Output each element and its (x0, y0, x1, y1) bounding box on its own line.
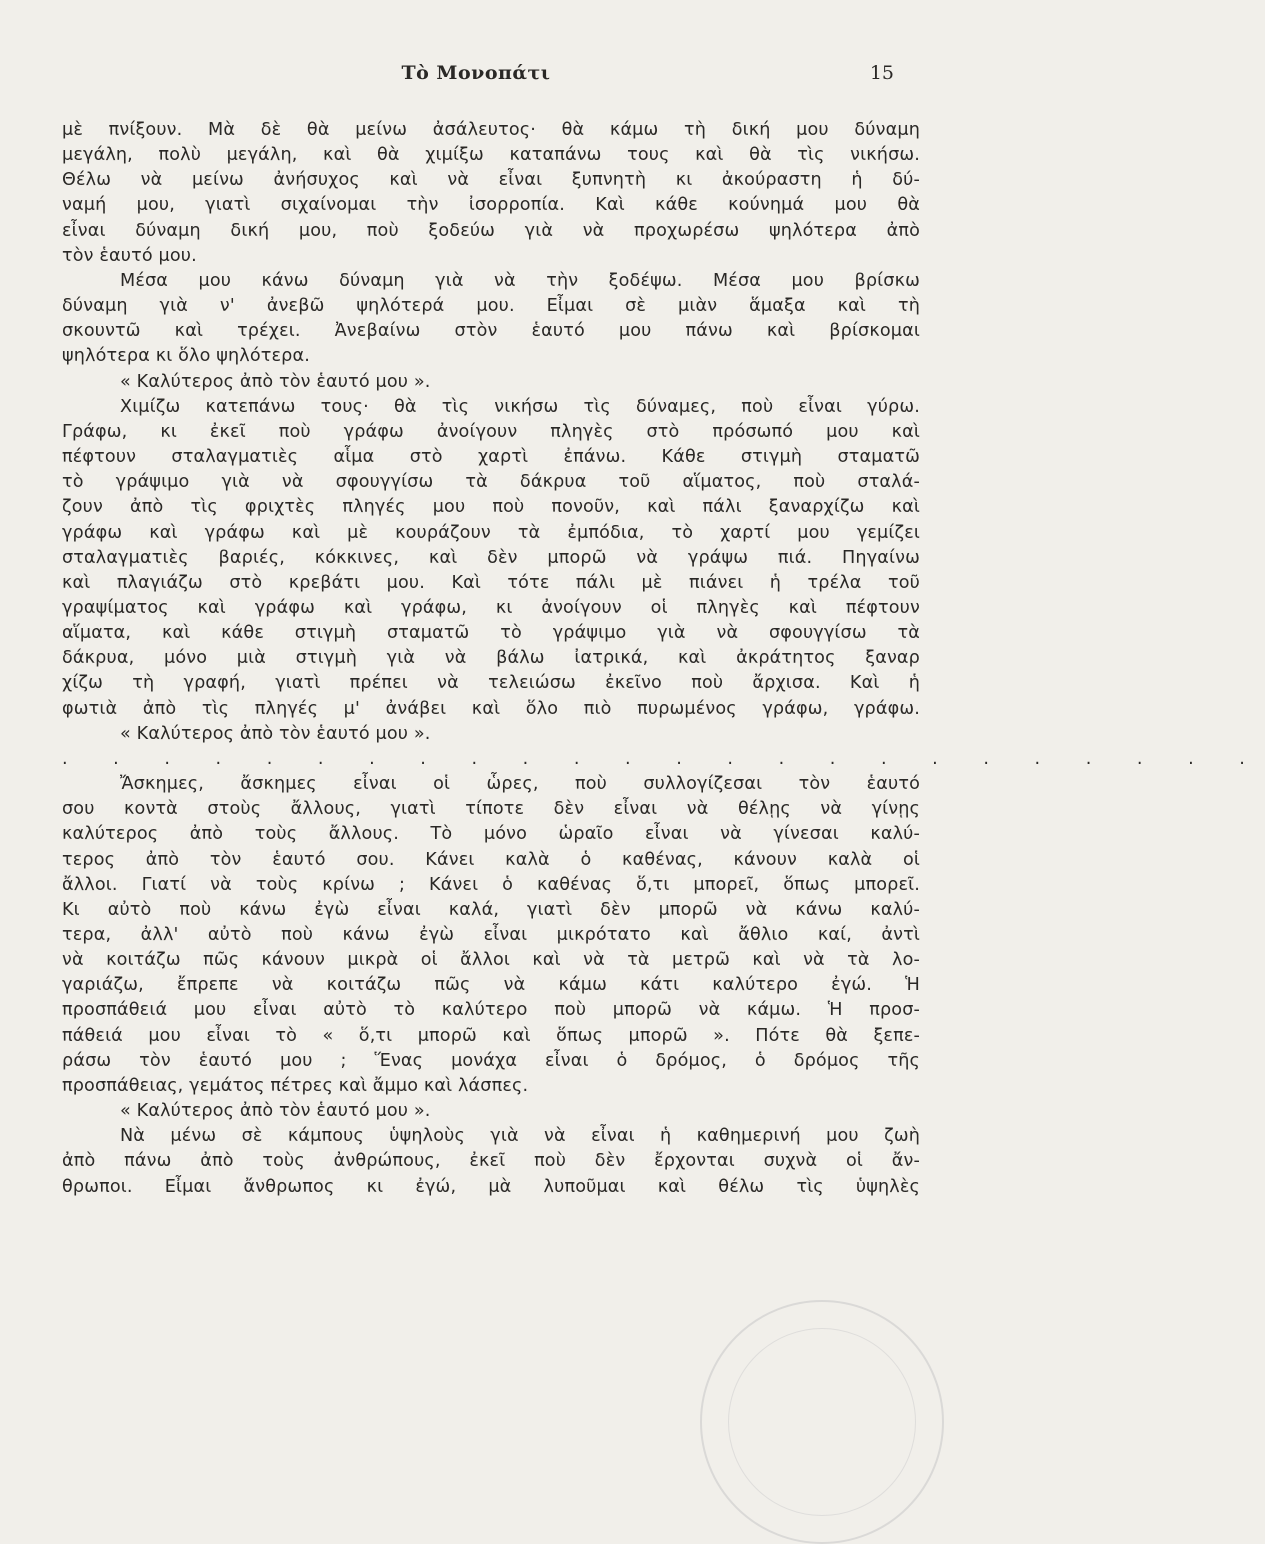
text-line: τερος ἀπὸ τὸν ἑαυτό σου. Κάνει καλὰ ὁ καθένας, κάνουν καλὰ οἱ (62, 849, 920, 870)
text-line: μὲ πνίξουν. Μὰ δὲ θὰ μείνω ἀσάλευτος· θὰ κάμω τὴ δική μου δύναμη (62, 120, 920, 140)
page-number: 15 (869, 62, 894, 84)
text-line: « Καλύτερος ἀπὸ τὸν ἑαυτό μου ». (120, 371, 431, 392)
text-line: πάθειά μου εἶναι τὸ « ὅ,τι μπορῶ καὶ ὅπως μπορῶ ». Πότε θὰ ξεπε- (62, 1025, 920, 1046)
text-line: σταλαγματιὲς βαριές, κόκκινες, καὶ δὲν μπορῶ νὰ γράψω πιά. Πηγαίνω (62, 547, 920, 568)
text-line: σκουντῶ καὶ τρέχει. Ἀνεβαίνω στὸν ἑαυτό μου πάνω καὶ βρίσκομαι (62, 321, 920, 342)
text-line: εἶναι δύναμη δική μου, ποὺ ξοδεύω γιὰ νὰ προχωρέσω ψηλότερα ἀπὸ (62, 220, 920, 241)
library-stamp (700, 1300, 944, 1544)
text-line: ψηλότερα κι ὅλο ψηλότερα. (62, 346, 310, 367)
text-line: γραψίματος καὶ γράφω καὶ γράφω, κι ἀνοίγουν οἱ πληγὲς καὶ πέφτουν (62, 597, 920, 618)
text-line: ζουν ἀπὸ τὶς φριχτὲς πληγές μου ποὺ πονοῦν, καὶ πάλι ξαναρχίζω καὶ (62, 497, 920, 518)
text-line: ἄλλοι. Γιατί νὰ τοὺς κρίνω ; Κάνει ὁ καθένας ὅ,τι μπορεῖ, ὅπως μπορεῖ. (62, 874, 920, 895)
text-line: Χιμίζω κατεπάνω τους· θὰ τὶς νικήσω τὶς δύναμες, ποὺ εἶναι γύρω. (120, 396, 920, 417)
text-line: « Καλύτερος ἀπὸ τὸν ἑαυτό μου ». (120, 723, 431, 744)
text-line: καλύτερος ἀπὸ τοὺς ἄλλους. Τὸ μόνο ὡραῖο εἶναι νὰ γίνεσαι καλύ- (62, 824, 920, 845)
text-line: νὰ κοιτάζω πῶς κάνουν μικρὰ οἱ ἄλλοι καὶ νὰ τὰ μετρῶ καὶ νὰ τὰ λο- (62, 950, 920, 971)
text-line: Μέσα μου κάνω δύναμη γιὰ νὰ τὴν ξοδέψω. Μέσα μου βρίσκω (120, 270, 920, 291)
running-title: Τὸ Μονοπάτι (401, 62, 551, 84)
text-line: σου κοντὰ στοὺς ἄλλους, γιατὶ τίποτε δὲν εἶναι νὰ θέλῃς νὰ γίνῃς (62, 799, 920, 820)
text-line: Κι αὐτὸ ποὺ κάνω ἐγὼ εἶναι καλά, γιατὶ δὲν μπορῶ νὰ κάνω καλύ- (62, 899, 920, 920)
text-line: χίζω τὴ γραφή, γιατὶ πρέπει νὰ τελειώσω ἐκεῖνο ποὺ ἄρχισα. Καὶ ἡ (62, 673, 920, 694)
text-line: προσπάθειας, γεμάτος πέτρες καὶ ἄμμο καὶ λάσπες. (62, 1075, 529, 1096)
text-line: ἀπὸ πάνω ἀπὸ τοὺς ἀνθρώπους, ἐκεῖ ποὺ δὲν ἔρχονται συχνὰ οἱ ἄν- (62, 1151, 920, 1172)
text-line: δάκρυα, μόνο μιὰ στιγμὴ γιὰ νὰ βάλω ἰατρικά, καὶ ἀκράτητος ξαναρ (62, 648, 920, 669)
text-line: Γράφω, κι ἐκεῖ ποὺ γράφω ἀνοίγουν πληγὲς στὸ πρόσωπό μου καὶ (62, 421, 920, 442)
text-line: πέφτουν σταλαγματιὲς αἷμα στὸ χαρτὶ ἐπάνω. Κάθε στιγμὴ σταματῶ (62, 447, 920, 468)
text-line: δύναμη γιὰ ν' ἀνεβῶ ψηλότερά μου. Εἶμαι σὲ μιὰν ἅμαξα καὶ τὴ (62, 296, 920, 317)
text-line: Θέλω νὰ μείνω ἀνήσυχος καὶ νὰ εἶναι ξυπνητὴ κι ἀκούραστη ἡ δύ- (62, 170, 920, 191)
text-line: φωτιὰ ἀπὸ τὶς πληγές μ' ἀνάβει καὶ ὅλο πιὸ πυρωμένος γράφω, γράφω. (62, 698, 920, 719)
text-line: γαριάζω, ἔπρεπε νὰ κοιτάζω πῶς νὰ κάμω κάτι καλύτερο ἐγώ. Ἡ (62, 975, 920, 996)
text-line: ράσω τὸν ἑαυτό μου ; Ἕνας μονάχα εἶναι ὁ δρόμος, ὁ δρόμος τῆς (62, 1050, 920, 1071)
text-line: τερα, ἀλλ' αὐτὸ ποὺ κάνω ἐγὼ εἶναι μικρότατο καὶ ἄθλιο καί, ἀντὶ (62, 925, 920, 945)
text-line: . . . . . . . . . . . . . . . . . . . . . . . . (62, 748, 1265, 769)
text-line: μεγάλη, πολὺ μεγάλη, καὶ θὰ χιμίξω καταπάνω τους καὶ θὰ τὶς νικήσω. (62, 145, 920, 166)
text-line: ναμή μου, γιατὶ σιχαίνομαι τὴν ἰσορροπία. Καὶ κάθε κούνημά μου θὰ (62, 195, 920, 216)
text-line: τὸ γράψιμο γιὰ νὰ σφουγγίσω τὰ δάκρυα τοῦ αἵματος, ποὺ σταλά- (62, 472, 920, 493)
text-line: θρωποι. Εἶμαι ἄνθρωπος κι ἐγώ, μὰ λυποῦμαι καὶ θέλω τὶς ὑψηλὲς (62, 1176, 920, 1197)
body-text (62, 118, 1265, 1200)
text-line: « Καλύτερος ἀπὸ τὸν ἑαυτό μου ». (120, 1101, 431, 1122)
text-line: γράφω καὶ γράφω καὶ μὲ κουράζουν τὰ ἐμπόδια, τὸ χαρτί μου γεμίζει (62, 522, 920, 543)
text-line: καὶ πλαγιάζω στὸ κρεβάτι μου. Καὶ τότε πάλι μὲ πιάνει ἡ τρέλα τοῦ (62, 572, 920, 593)
text-line: προσπάθειά μου εἶναι αὐτὸ τὸ καλύτερο ποὺ μπορῶ νὰ κάμω. Ἡ προσ- (62, 1000, 920, 1021)
text-line: αἵματα, καὶ κάθε στιγμὴ σταματῶ τὸ γράψιμο γιὰ νὰ σφουγγίσω τὰ (62, 623, 920, 644)
page-header (0, 62, 952, 92)
text-line: Ἄσκημες, ἄσκημες εἶναι οἱ ὧρες, ποὺ συλλογίζεσαι τὸν ἑαυτό (120, 774, 920, 795)
text-line: τὸν ἑαυτό μου. (62, 245, 197, 266)
text-line: Νὰ μένω σὲ κάμπους ὑψηλοὺς γιὰ νὰ εἶναι ἡ καθημερινή μου ζωὴ (120, 1126, 920, 1147)
